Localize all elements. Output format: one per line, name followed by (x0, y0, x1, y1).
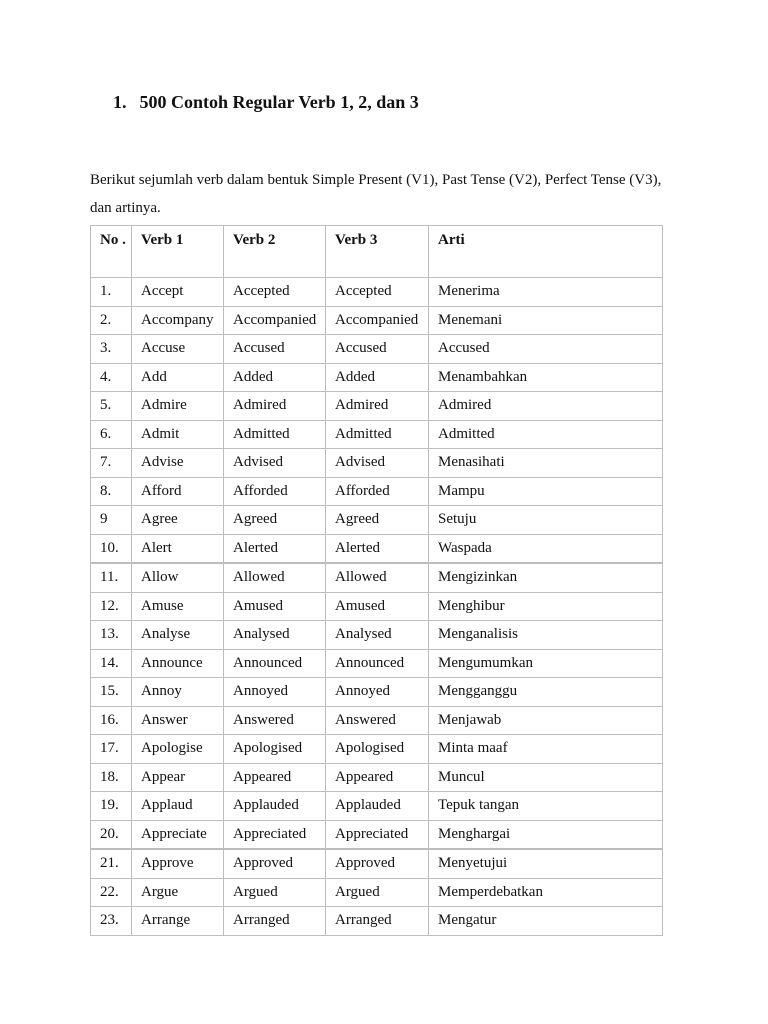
cell-verb-1: Amuse (132, 592, 224, 621)
table-header-row (91, 226, 663, 278)
cell-verb-1: Answer (132, 706, 224, 735)
cell-verb-3: Admired (326, 392, 429, 421)
table-row (91, 763, 663, 792)
table-row (91, 363, 663, 392)
table-row (91, 477, 663, 506)
table-row (91, 420, 663, 449)
cell-no: 2. (91, 306, 132, 335)
cell-verb-3: Amused (326, 592, 429, 621)
header-no: No . (91, 226, 132, 278)
cell-arti: Menasihati (429, 449, 663, 478)
cell-no: 6. (91, 420, 132, 449)
cell-no: 1. (91, 278, 132, 307)
cell-no: 19. (91, 792, 132, 821)
cell-arti: Menambahkan (429, 363, 663, 392)
table-row (91, 449, 663, 478)
cell-verb-2: Accepted (224, 278, 326, 307)
table-row (91, 392, 663, 421)
cell-verb-3: Appeared (326, 763, 429, 792)
cell-no: 4. (91, 363, 132, 392)
cell-verb-2: Apologised (224, 735, 326, 764)
cell-verb-3: Applauded (326, 792, 429, 821)
cell-verb-1: Applaud (132, 792, 224, 821)
cell-verb-3: Accepted (326, 278, 429, 307)
cell-verb-2: Applauded (224, 792, 326, 821)
cell-arti: Muncul (429, 763, 663, 792)
cell-verb-3: Annoyed (326, 678, 429, 707)
table-row (91, 335, 663, 364)
table-row (91, 735, 663, 764)
cell-verb-3: Announced (326, 649, 429, 678)
cell-verb-1: Alert (132, 534, 224, 563)
cell-arti: Menemani (429, 306, 663, 335)
cell-no: 12. (91, 592, 132, 621)
cell-verb-3: Added (326, 363, 429, 392)
cell-no: 8. (91, 477, 132, 506)
cell-arti: Memperdebatkan (429, 878, 663, 907)
cell-verb-1: Add (132, 363, 224, 392)
cell-verb-3: Admitted (326, 420, 429, 449)
cell-verb-1: Analyse (132, 621, 224, 650)
verb-table (90, 225, 663, 936)
header-arti: Arti (429, 226, 663, 278)
table-body (91, 278, 663, 936)
cell-arti: Menjawab (429, 706, 663, 735)
header-verb-1: Verb 1 (132, 226, 224, 278)
cell-verb-2: Accused (224, 335, 326, 364)
cell-arti: Mengizinkan (429, 563, 663, 592)
cell-no: 10. (91, 534, 132, 563)
cell-verb-3: Advised (326, 449, 429, 478)
cell-no: 13. (91, 621, 132, 650)
cell-verb-2: Analysed (224, 621, 326, 650)
header-verb-3: Verb 3 (326, 226, 429, 278)
cell-verb-3: Accused (326, 335, 429, 364)
cell-arti: Mengumumkan (429, 649, 663, 678)
cell-no: 3. (91, 335, 132, 364)
table-row (91, 534, 663, 563)
cell-no: 11. (91, 563, 132, 592)
heading-text: 500 Contoh Regular Verb 1, 2, dan 3 (139, 92, 419, 112)
table-row (91, 706, 663, 735)
cell-arti: Waspada (429, 534, 663, 563)
cell-arti: Setuju (429, 506, 663, 535)
cell-verb-3: Arranged (326, 907, 429, 936)
table-row (91, 563, 663, 592)
cell-no: 17. (91, 735, 132, 764)
intro-paragraph: Berikut sejumlah verb dalam bentuk Simple Present (V1), Past Tense (V2), Perfect Tense (V3), dan artinya. (90, 172, 662, 216)
cell-verb-1: Argue (132, 878, 224, 907)
cell-verb-1: Annoy (132, 678, 224, 707)
cell-arti: Mampu (429, 477, 663, 506)
cell-no: 21. (91, 849, 132, 878)
cell-verb-1: Appear (132, 763, 224, 792)
table-row (91, 592, 663, 621)
cell-no: 7. (91, 449, 132, 478)
cell-verb-1: Announce (132, 649, 224, 678)
cell-verb-1: Advise (132, 449, 224, 478)
heading-number: 1. (113, 92, 127, 112)
cell-verb-3: Accompanied (326, 306, 429, 335)
cell-verb-2: Announced (224, 649, 326, 678)
cell-verb-2: Appeared (224, 763, 326, 792)
table-row (91, 792, 663, 821)
cell-verb-2: Afforded (224, 477, 326, 506)
table-row (91, 878, 663, 907)
cell-verb-3: Agreed (326, 506, 429, 535)
cell-verb-1: Accept (132, 278, 224, 307)
cell-verb-1: Approve (132, 849, 224, 878)
table-row (91, 820, 663, 849)
cell-verb-2: Agreed (224, 506, 326, 535)
cell-arti: Menerima (429, 278, 663, 307)
cell-verb-2: Admired (224, 392, 326, 421)
cell-verb-3: Answered (326, 706, 429, 735)
cell-arti: Tepuk tangan (429, 792, 663, 821)
cell-verb-2: Advised (224, 449, 326, 478)
cell-verb-1: Allow (132, 563, 224, 592)
cell-arti: Admitted (429, 420, 663, 449)
cell-no: 20. (91, 820, 132, 849)
cell-verb-2: Approved (224, 849, 326, 878)
cell-verb-1: Afford (132, 477, 224, 506)
table-row (91, 506, 663, 535)
cell-verb-1: Appreciate (132, 820, 224, 849)
section-heading (113, 92, 419, 113)
cell-verb-2: Accompanied (224, 306, 326, 335)
cell-arti: Menganalisis (429, 621, 663, 650)
cell-verb-3: Apologised (326, 735, 429, 764)
cell-verb-2: Arranged (224, 907, 326, 936)
header-verb-2: Verb 2 (224, 226, 326, 278)
cell-no: 23. (91, 907, 132, 936)
cell-no: 5. (91, 392, 132, 421)
cell-verb-3: Afforded (326, 477, 429, 506)
cell-no: 14. (91, 649, 132, 678)
cell-arti: Admired (429, 392, 663, 421)
cell-arti: Mengatur (429, 907, 663, 936)
cell-arti: Menghargai (429, 820, 663, 849)
cell-verb-3: Approved (326, 849, 429, 878)
cell-no: 15. (91, 678, 132, 707)
cell-verb-1: Admire (132, 392, 224, 421)
cell-verb-2: Appreciated (224, 820, 326, 849)
cell-verb-3: Alerted (326, 534, 429, 563)
cell-verb-2: Annoyed (224, 678, 326, 707)
cell-verb-1: Accompany (132, 306, 224, 335)
cell-verb-3: Argued (326, 878, 429, 907)
cell-no: 16. (91, 706, 132, 735)
table-row (91, 306, 663, 335)
cell-verb-2: Alerted (224, 534, 326, 563)
cell-verb-1: Agree (132, 506, 224, 535)
cell-verb-2: Admitted (224, 420, 326, 449)
cell-no: 18. (91, 763, 132, 792)
cell-verb-2: Added (224, 363, 326, 392)
cell-verb-2: Answered (224, 706, 326, 735)
cell-verb-3: Allowed (326, 563, 429, 592)
cell-arti: Accused (429, 335, 663, 364)
cell-verb-3: Appreciated (326, 820, 429, 849)
table-row (91, 649, 663, 678)
cell-no: 22. (91, 878, 132, 907)
cell-verb-1: Arrange (132, 907, 224, 936)
cell-verb-1: Apologise (132, 735, 224, 764)
table-row (91, 907, 663, 936)
cell-arti: Menghibur (429, 592, 663, 621)
cell-verb-3: Analysed (326, 621, 429, 650)
cell-verb-2: Allowed (224, 563, 326, 592)
cell-arti: Menyetujui (429, 849, 663, 878)
cell-verb-1: Admit (132, 420, 224, 449)
table-row (91, 849, 663, 878)
cell-verb-2: Argued (224, 878, 326, 907)
table-row (91, 678, 663, 707)
cell-verb-2: Amused (224, 592, 326, 621)
cell-arti: Minta maaf (429, 735, 663, 764)
cell-arti: Mengganggu (429, 678, 663, 707)
table-row (91, 278, 663, 307)
cell-verb-1: Accuse (132, 335, 224, 364)
table-row (91, 621, 663, 650)
cell-no: 9 (91, 506, 132, 535)
